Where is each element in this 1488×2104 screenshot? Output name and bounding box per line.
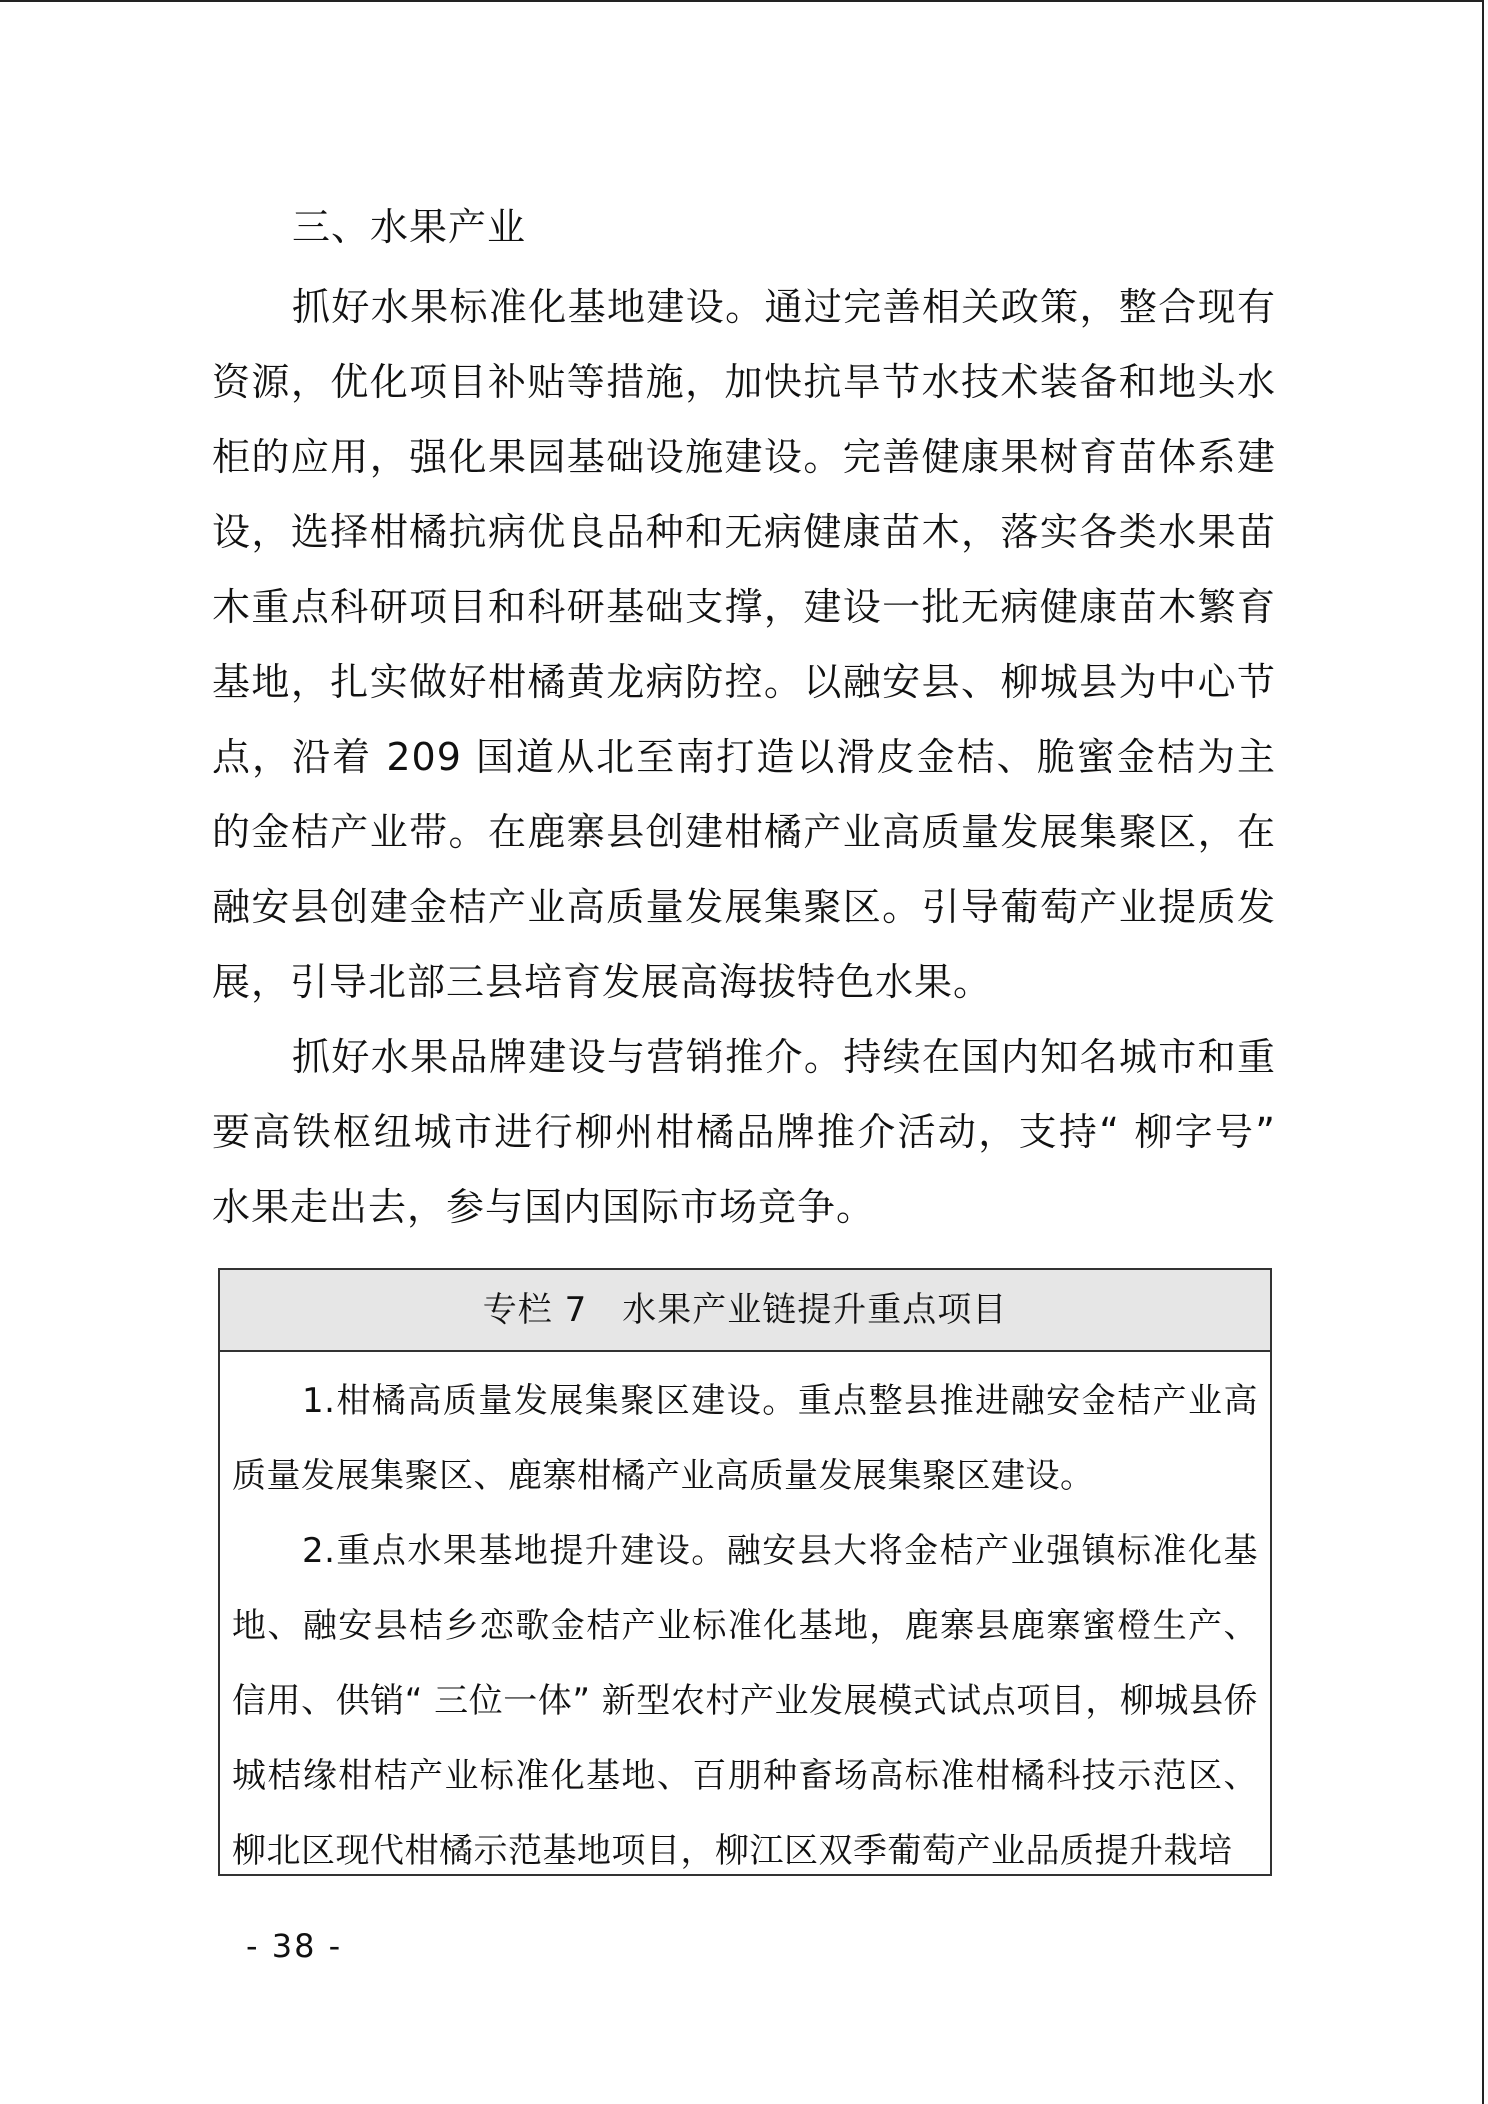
feature-box-item: 2.重点水果基地提升建设。融安县大将金桔产业强镇标准化基地、融安县桔乡恋歌金桔产业标准化基地，鹿寨县鹿寨蜜橙生产、信用、供销“ 三位一体” 新型农村产业发展模式试点项目，柳城县侨城桔缘柑桔产业标准化基地、百朋种畜场高标准柑橘科技示范区、柳北区现代柑橘示范基地项目，柳江区双季葡萄产业品质提升栽培 [232, 1531, 1258, 1871]
feature-box-body [220, 1352, 1270, 1876]
paragraph-fruit-base: 抓好水果标准化基地建设。通过完善相关政策，整合现有资源，优化项目补贴等措施，加快抗旱节水技术装备和地头水柜的应用，强化果园基础设施建设。完善健康果树育苗体系建设，选择柑橘抗病优良品种和无病健康苗木，落实各类水果苗木重点科研项目和科研基础支撑，建设一批无病健康苗木繁育基地，扎实做好柑橘黄龙病防控。以融安县、柳城县为中心节点，沿着 209 国道从北至南打造以滑皮金桔、脆蜜金桔为主的金桔产业带。在鹿寨县创建柑橘产业高质量发展集聚区，在融安县创建金桔产业高质量发展集聚区。引导葡萄产业提质发展，引导北部三县培育发展高海拔特色水果。 [212, 285, 1276, 1004]
feature-box-title: 专栏 7 水果产业链提升重点项目 [220, 1270, 1270, 1352]
document-body [212, 190, 1276, 1245]
page-number: - 38 - [246, 1927, 343, 1965]
feature-box-item: 1.柑橘高质量发展集聚区建设。重点整县推进融安金桔产业高质量发展集聚区、鹿寨柑橘产业高质量发展集聚区建设。 [232, 1381, 1258, 1496]
section-heading: 三、水果产业 [292, 205, 527, 249]
feature-box [218, 1268, 1272, 1876]
paragraph-fruit-brand: 抓好水果品牌建设与营销推介。持续在国内知名城市和重要高铁枢纽城市进行柳州柑橘品牌推介活动，支持“ 柳字号” 水果走出去，参与国内国际市场竞争。 [212, 1035, 1276, 1229]
